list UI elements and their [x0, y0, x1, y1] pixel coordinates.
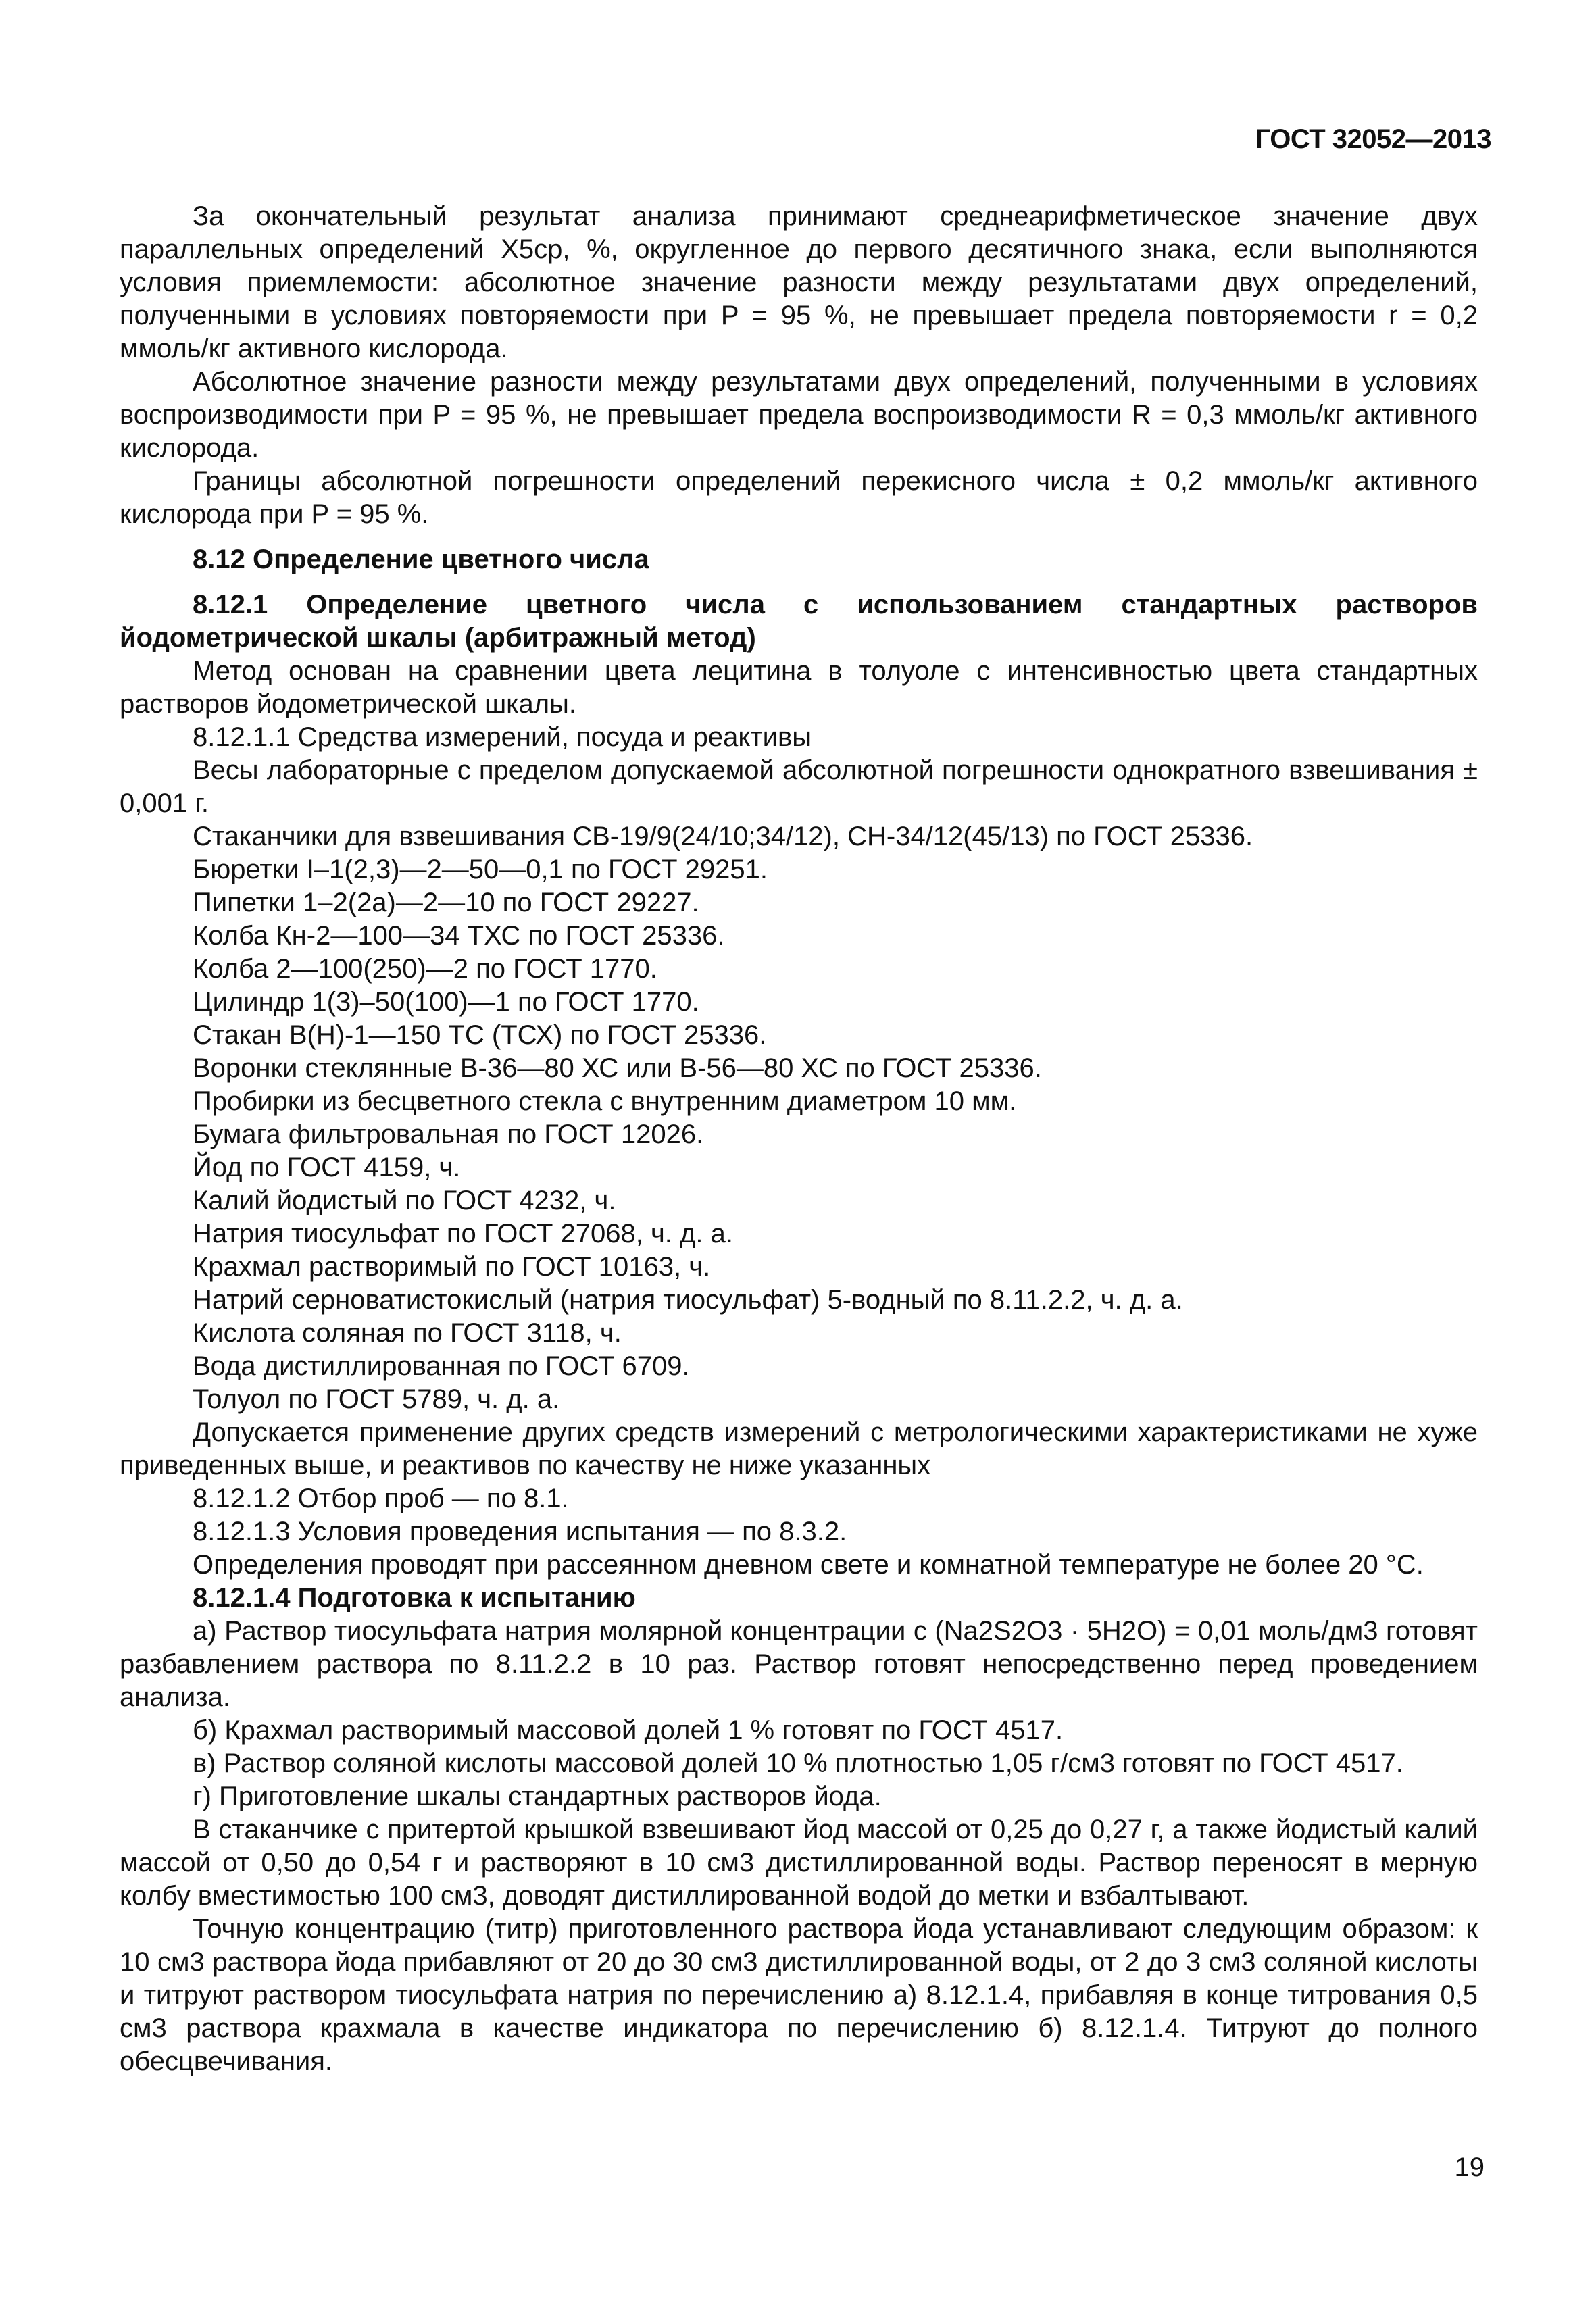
paragraph-8-12-1-2: 8.12.1.2 Отбор проб — по 8.1. — [193, 1484, 569, 1513]
paragraph-item-g: г) Приготовление шкалы стандартных растворов йода. — [193, 1782, 882, 1811]
list-item: Цилиндр 1(3)–50(100)—1 по ГОСТ 1770. — [193, 987, 699, 1017]
paragraph-final-result: За окончательный результат анализа принимают среднеарифметическое значение двух параллельных определений X5ср, %, округленное до первого десятичного знака, если выполняются условия приемлемости: абсолютное значение разности между результатами двух определений, полученными в условиях повторяемости при P = 95 %, не превышает предела повторяемости r = 0,2 ммоль/кг активного кислорода. — [120, 201, 1478, 363]
page-number: 19 — [1454, 2153, 1485, 2182]
list-item: Колба Кн-2—100—34 ТХС по ГОСТ 25336. — [193, 921, 725, 951]
paragraph-scales: Весы лабораторные с пределом допускаемой абсолютной погрешности однократного взвешивания ± 0,001 г. — [120, 755, 1478, 818]
section-heading-8-12-1-4: 8.12.1.4 Подготовка к испытанию — [193, 1583, 636, 1613]
section-heading-8-12: 8.12 Определение цветного числа — [193, 545, 649, 574]
list-item: Вода дистиллированная по ГОСТ 6709. — [193, 1351, 690, 1381]
section-heading-8-12-1: 8.12.1 Определение цветного числа с использованием стандартных растворов йодометрической шкалы (арбитражный метод) — [120, 590, 1478, 653]
list-item: Калий йодистый по ГОСТ 4232, ч. — [193, 1186, 616, 1215]
paragraph-reproducibility: Абсолютное значение разности между результатами двух определений, полученными в условиях воспроизводимости при P = 95 %, не превышает предела воспроизводимости R = 0,3 ммоль/кг активного кислорода. — [120, 367, 1478, 463]
list-item: Натрий серноватистокислый (натрия тиосульфат) 5-водный по 8.11.2.2, ч. д. а. — [193, 1285, 1183, 1315]
document-body — [120, 200, 1478, 2078]
paragraph-item-v: в) Раствор соляной кислоты массовой долей 10 % плотностью 1,05 г/см3 готовят по ГОСТ 4517. — [193, 1749, 1403, 1778]
standard-header: ГОСТ 32052—2013 — [1255, 124, 1491, 154]
list-item: Толуол по ГОСТ 5789, ч. д. а. — [193, 1384, 560, 1414]
list-item: Стаканчики для взвешивания СВ-19/9(24/10;34/12), СН-34/12(45/13) по ГОСТ 25336. — [193, 822, 1253, 851]
list-item: Йод по ГОСТ 4159, ч. — [193, 1153, 461, 1182]
paragraph-8-12-1-1: 8.12.1.1 Средства измерений, посуда и реактивы — [193, 722, 812, 752]
paragraph-item-a: а) Раствор тиосульфата натрия молярной концентрации c (Na2S2O3 · 5H2O) = 0,01 моль/дм3 готовят разбавлением раствора по 8.11.2.2 в 10 раз. Раствор готовят непосредственно перед проведением анализа. — [120, 1616, 1478, 1712]
list-item: Стакан В(Н)-1—150 ТС (ТСХ) по ГОСТ 25336. — [193, 1020, 767, 1050]
paragraph-conditions: Определения проводят при рассеянном дневном свете и комнатной температуре не более 20 °С. — [193, 1550, 1424, 1580]
paragraph-8-12-1-3: 8.12.1.3 Условия проведения испытания — по 8.3.2. — [193, 1517, 847, 1546]
list-item: Натрия тиосульфат по ГОСТ 27068, ч. д. а. — [193, 1219, 733, 1249]
equipment-list — [120, 820, 1478, 1416]
paragraph-iodine-weighing: В стаканчике с притертой крышкой взвешивают йод массой от 0,25 до 0,27 г, а также йодистый калий массой от 0,50 до 0,54 г и растворяют в 10 см3 дистиллированной воды. Раствор переносят в мерную колбу вместимостью 100 см3, доводят дистиллированной водой до метки и взбалтывают. — [120, 1815, 1478, 1911]
list-item: Воронки стеклянные В-36—80 ХС или В-56—80 ХС по ГОСТ 25336. — [193, 1053, 1042, 1083]
paragraph-titration: Точную концентрацию (титр) приготовленного раствора йода устанавливают следующим образом: к 10 см3 раствора йода прибавляют от 20 до 30 см3 дистиллированной воды, от 2 до 3 см3 соляной кислоты и титруют раствором тиосульфата натрия по перечислению а) 8.12.1.4, прибавляя в конце титрования 0,5 см3 раствора крахмала в качестве индикатора по перечислению б) 8.12.1.4. Титруют до полного обесцвечивания. — [120, 1914, 1478, 2076]
paragraph-error-bounds: Границы абсолютной погрешности определений перекисного числа ± 0,2 ммоль/кг активного кислорода при P = 95 %. — [120, 466, 1478, 529]
list-item: Бумага фильтровальная по ГОСТ 12026. — [193, 1120, 704, 1149]
list-item: Крахмал растворимый по ГОСТ 10163, ч. — [193, 1252, 711, 1282]
list-item: Колба 2—100(250)—2 по ГОСТ 1770. — [193, 954, 657, 984]
paragraph-method-basis: Метод основан на сравнении цвета лецитина в толуоле с интенсивностью цвета стандартных растворов йодометрической шкалы. — [120, 656, 1478, 719]
paragraph-item-b: б) Крахмал растворимый массовой долей 1 % готовят по ГОСТ 4517. — [193, 1715, 1064, 1745]
list-item: Кислота соляная по ГОСТ 3118, ч. — [193, 1318, 622, 1348]
paragraph-alternatives: Допускается применение других средств измерений с метрологическими характеристиками не хуже приведенных выше, и реактивов по качеству не ниже указанных — [120, 1417, 1478, 1480]
list-item: Бюретки I–1(2,3)—2—50—0,1 по ГОСТ 29251. — [193, 855, 768, 884]
list-item: Пипетки 1–2(2а)—2—10 по ГОСТ 29227. — [193, 888, 699, 917]
list-item: Пробирки из бесцветного стекла с внутренним диаметром 10 мм. — [193, 1086, 1017, 1116]
